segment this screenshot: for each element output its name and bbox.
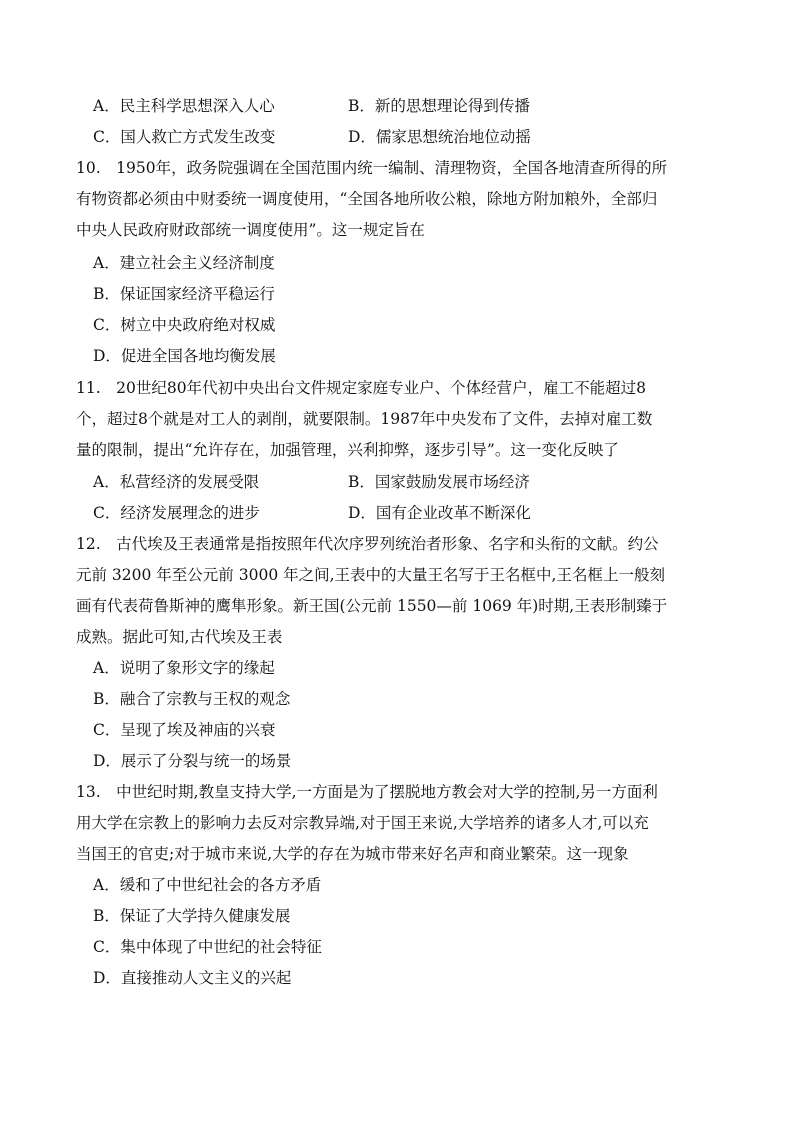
- q10-stem-line-3: 中央人民政府财政部统一调度使用”。这一规定旨在: [76, 221, 425, 239]
- q10-option-d: D．促进全国各地均衡发展: [93, 347, 276, 365]
- q13-stem-line-2: 用大学在宗教上的影响力去反对宗教异端,对于国王来说,大学培养的诸多人才,可以充: [76, 814, 649, 832]
- q11-stem-line-3: 量的限制，提出“允许存在，加强管理，兴利抑弊，逐步引导”。这一变化反映了: [76, 441, 619, 459]
- q10-option-c: C．树立中央政府绝对权威: [93, 316, 276, 334]
- q12-stem-line-1: 12. 古代埃及王表通常是指按照年代次序罗列统治者形象、名字和头衔的文献。约公: [76, 535, 659, 553]
- q12-stem-line-2: 元前 3200 年至公元前 3000 年之间,王表中的大量王名写于王名框中,王名框上一般刻: [76, 566, 665, 584]
- q9-options-row-1: [93, 96, 530, 116]
- q13-option-d: D．直接推动人文主义的兴起: [93, 969, 292, 987]
- q13-stem-line-1: 13. 中世纪时期,教皇支持大学,一方面是为了摆脱地方教会对大学的控制,另一方面利: [76, 783, 658, 801]
- q12-option-b: B．融合了宗教与王权的观念: [93, 690, 291, 708]
- q11-option-a: A．私营经济的发展受限: [93, 473, 260, 491]
- q10-option-b: B．保证国家经济平稳运行: [93, 285, 275, 303]
- q11-option-b: B．国家鼓励发展市场经济: [348, 473, 530, 491]
- q13-option-a: A．缓和了中世纪社会的各方矛盾: [93, 876, 322, 894]
- q10-stem-line-2: 有物资都必须由中财委统一调度使用，“全国各地所收公粮，除地方附加粮外，全部归: [76, 190, 658, 208]
- q9-option-b: B．新的思想理论得到传播: [348, 97, 530, 115]
- q12-option-a: A．说明了象形文字的缘起: [93, 659, 275, 677]
- q12-option-d: D．展示了分裂与统一的场景: [93, 752, 292, 770]
- q9-options-row-2: [93, 127, 531, 147]
- q11-option-c: C．经济发展理念的进步: [93, 504, 260, 522]
- q10-stem-line-1: 10. 1950年，政务院强调在全国范围内统一编制、清理物资，全国各地清查所得的所: [76, 159, 668, 177]
- q12-option-c: C．呈现了埃及神庙的兴衰: [93, 721, 276, 739]
- q11-options-row-2: [93, 503, 531, 523]
- q13-stem-line-3: 当国王的官吏;对于城市来说,大学的存在为城市带来好名声和商业繁荣。这一现象: [76, 845, 629, 863]
- q9-option-c: C．国人救亡方式发生改变: [93, 128, 276, 146]
- q11-option-d: D．国有企业改革不断深化: [348, 504, 531, 522]
- q12-stem-line-3: 画有代表荷鲁斯神的鹰隼形象。新王国(公元前 1550—前 1069 年)时期,王表形制臻于: [76, 597, 668, 615]
- q13-option-b: B．保证了大学持久健康发展: [93, 907, 291, 925]
- q11-options-row-1: [93, 472, 530, 492]
- q9-option-d: D．儒家思想统治地位动摇: [348, 128, 531, 146]
- q12-stem-line-4: 成熟。据此可知,古代埃及王表: [76, 628, 283, 646]
- q9-option-a: A．民主科学思想深入人心: [93, 97, 275, 115]
- q11-stem-line-1: 11. 20世纪80年代初中央出台文件规定家庭专业户、个体经营户，雇工不能超过8: [76, 379, 646, 397]
- q10-option-a: A．建立社会主义经济制度: [93, 254, 275, 272]
- q13-option-c: C．集中体现了中世纪的社会特征: [93, 938, 322, 956]
- q11-stem-line-2: 个，超过8个就是对工人的剥削，就要限制。1987年中央发布了文件，去掉对雇工数: [76, 410, 653, 428]
